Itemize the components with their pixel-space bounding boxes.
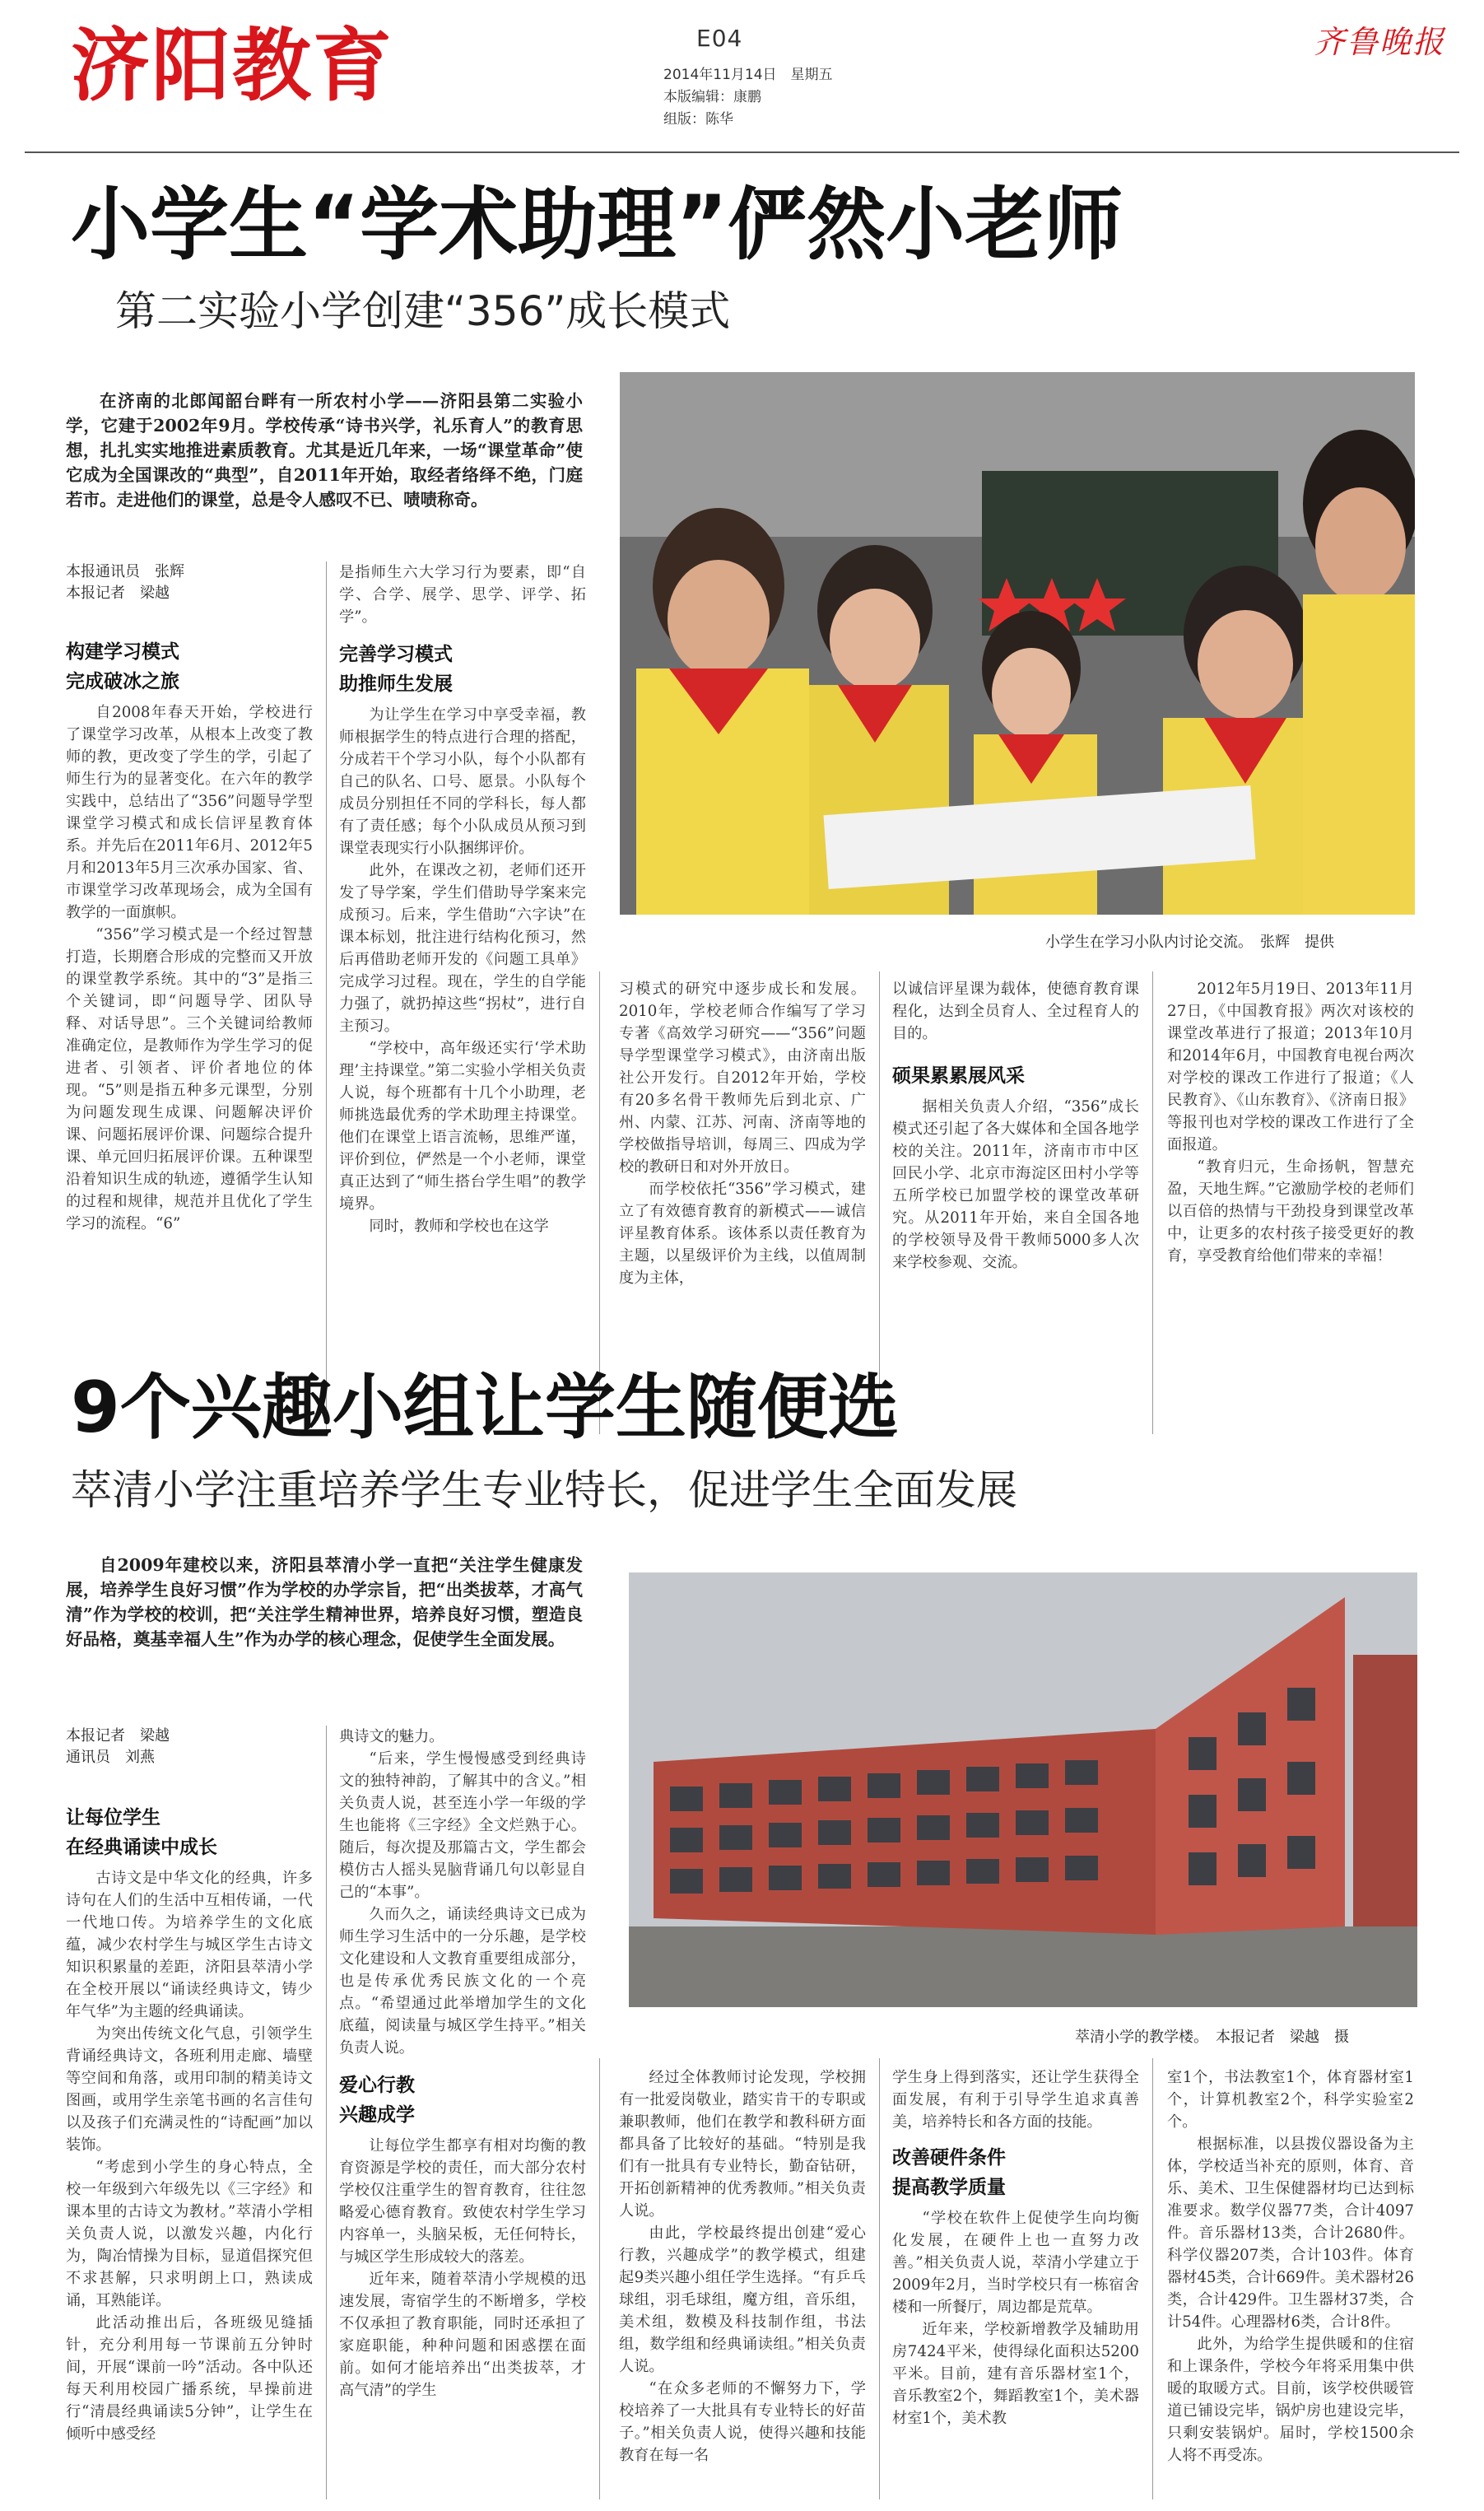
paragraph: 自2008年春天开始，学校进行了课堂学习改革，从根本上改变了教师的教，更改变了学生的学，引起了师生行为的显著变化。在六年的教学实践中，总结出了“356”问题导学型课堂学习模式和成长信评星教育体系。并先后在2011年6月、2012年5月和2013年5月三次承办国家、省、市课堂学习改革现场会，成为全国有教学的一面旗帜。 [66, 704, 313, 921]
article2-section2-title: 爱心行教 兴趣成学 [339, 2075, 415, 2126]
article1-lead: 在济南的北郎闻韶台畔有一所农村小学——济阳县第二实验小学，它建于2002年9月。学校传承“诗书兴学，礼乐育人”的教育思想，扎扎实实地推进素质教育。尤其是近几年来，一场“课堂革命”使它成为全国课改的“典型”，自2011年开始，取经者络绎不绝，门庭若市。走进他们的课堂，总是令人感叹不已、啧啧称奇。 [66, 391, 583, 510]
article2-column-5 [1167, 2066, 1414, 2501]
article1-subhead: 第二实验小学创建“356”成长模式 [115, 287, 731, 335]
paragraph: 习模式的研究中逐步成长和发展。2010年，学校老师合作编写了学习专著《高效学习研究——“356”问题导学型课堂学习模式》，由济南出版社公开发行。自2012年开始，学校有20多名骨干教师先后到北京、广州、内蒙、江苏、河南、济南等地的学校做指导培训，每周三、四成为学校的教研日和对外开放日。 [619, 981, 866, 1176]
paragraph: 经过全体教师讨论发现，学校拥有一批爱岗敬业，踏实肯干的专职或兼职教师，他们在教学和教科研方面都具备了比较好的基础。“特别是我们有一批具有专业特长，勤奋钻研，开拓创新精神的优秀教师。”相关负责人说。 [619, 2069, 866, 2220]
page-meta [663, 64, 833, 131]
byline-correspondent: 通讯员 刘燕 [66, 1749, 155, 1766]
article2-column-2 [339, 1726, 586, 2501]
column-divider [599, 2058, 600, 2499]
paragraph: 学生身上得到落实，还让学生获得全面发展，有利于引导学生追求真善美，培养特长和各方面的技能。 [892, 2069, 1139, 2131]
paragraph: 为突出传统文化气息，引领学生背诵经典诗文，各班利用走廊、墙壁等空间和角落，或用印制的精美诗文图画，或用学生亲笔书画的名言佳句以及孩子们充满灵性的“诗配画”加以装饰。 [66, 2025, 313, 2154]
paragraph: 近年来，学校新增教学及辅助用房7424平米，使得绿化面积达5200平米。目前，建有音乐器材室1个，音乐教室2个，舞蹈教室1个，美术器材室1个，美术教 [892, 2321, 1139, 2427]
paragraph: 根据标准，以县拨仪器设备为主体，学校适当补充的原则，体育、音乐、美术、卫生保健器材均已达到标准要求。数学仪器77类，合计4097件。音乐器材13类，合计2680件。科学仪器207类，合计103件。体育器材45类，合计669件。美术器材26类，合计429件。卫生器材37类，合计54件。心理器材6类，合计8件。 [1167, 2136, 1414, 2331]
article1-column-4 [892, 978, 1139, 1439]
paragraph: 古诗文是中华文化的经典，许多诗句在人们的生活中互相传诵，一代一代地口传。为培养学生的文化底蕴，减少农村学生与城区学生古诗文知识积累量的差距，济阳县萃清小学在全校开展以“诵读经典诗文，铸少年气华”为主题的经典诵读。 [66, 1870, 313, 2020]
article2-section1-title: 让每位学生 在经典诵读中成长 [66, 1807, 217, 1858]
students-discussion-photo [620, 372, 1415, 915]
paragraph: 让每位学生都享有相对均衡的教育资源是学校的责任，而大部分农村学校仅注重学生的智育教育，往往忽略爱心德育教育。致使农村学生学习内容单一，头脑呆板，无任何特长，与城区学生形成较大的落差。 [339, 2137, 586, 2266]
column-divider [1152, 2058, 1153, 2499]
header-rule [25, 151, 1459, 153]
paragraph: 近年来，随着萃清小学规模的迅速发展，寄宿学生的不断增多，学校不仅承担了教育职能，同时还承担了家庭职能，种种问题和困惑摆在面前。如何才能培养出“出类拔萃，才高气清”的学生 [339, 2271, 586, 2399]
editor-line: 本版编辑：康鹏 [663, 89, 761, 105]
article2-lead: 自2009年建校以来，济阳县萃清小学一直把“关注学生健康发展，培养学生良好习惯”作为学校的办学宗旨，把“出类拔萃，才高气清”作为学校的校训，把“关注学生精神世界，培养良好习惯，塑造良好品格，奠基幸福人生”作为办学的核心理念，促使学生全面发展。 [66, 1555, 583, 1649]
school-building-photo [629, 1572, 1417, 2007]
paragraph: “在众多老师的不懈努力下，学校培养了一大批具有专业特长的好苗子。”相关负责人说，使得兴趣和技能教育在每一名 [619, 2380, 866, 2464]
paragraph: “考虑到小学生的身心特点，全校一年级到六年级先以《三字经》和课本里的古诗文为教材。”萃清小学相关负责人说，以激发兴趣，内化行为，陶冶情操为目标，显道倡探究但不求甚解，只求明朗上口，熟读成诵，耳熟能详。 [66, 2159, 313, 2309]
paragraph: 久而久之，诵读经典诗文已成为师生学习生活中的一分乐趣，是学校文化建设和人文教育重要组成部分，也是传承优秀民族文化的一个亮点。“希望通过此举增加学生的文化底蕴，阅读量与城区学生持平。”相关负责人说。 [339, 1906, 586, 2057]
page-number: E04 [696, 25, 743, 52]
article1-byline [66, 561, 184, 604]
article1-column-5 [1167, 978, 1414, 1439]
byline-reporter: 本报记者 梁越 [66, 1727, 170, 1745]
article1-section3-title: 硕果累累展风采 [892, 1065, 1025, 1087]
newspaper-logo: 齐鲁晚报 [1314, 24, 1446, 60]
article2-section3-title: 改善硬件条件 提高教学质量 [892, 2147, 1006, 2198]
article1-headline: 小学生“学术助理”俨然小老师 [71, 179, 1123, 271]
date-line: 2014年11月14日 星期五 [663, 67, 833, 83]
paragraph: 典诗文的魅力。 [339, 1728, 444, 1745]
paragraph: “后来，学生慢慢感受到经典诗文的独特神韵，了解其中的含义。”相关负责人说，甚至连小学一年级的学生也能将《三字经》全文烂熟于心。随后，每次提及那篇古文，学生都会模仿古人摇头晃脑背诵几句以彰显自己的“本事”。 [339, 1750, 586, 1901]
paragraph: 以诚信评星课为载体，使德育教育课程化，达到全员育人、全过程育人的目的。 [892, 981, 1139, 1042]
column-divider [326, 561, 327, 1434]
article1-section2-title: 完善学习模式 助推师生发展 [339, 644, 453, 695]
paragraph: “教育归元，生命扬帆，智慧充盈，天地生辉。”它激励学校的老师们以百倍的热情与干劲投身到课堂改革中，让更多的农村孩子接受更好的教育，享受教育给他们带来的幸福！ [1167, 1158, 1414, 1265]
paragraph: 为让学生在学习中享受幸福，教师根据学生的特点进行合理的搭配，分成若干个学习小队，每个小队都有自己的队名、口号、愿景。小队每个成员分别担任不同的学科长，每人都有了责任感；每个小队成员从预习到课堂表现实行小队捆绑评价。 [339, 706, 586, 857]
article1-column-1 [66, 634, 313, 1441]
paragraph: 此外，在课改之初，老师们还开发了导学案，学生们借助导学案来完成预习。后来，学生借助“六字诀”在课本标划，批注进行结构化预习，然后再借助老师开发的《问题工具单》完成学习过程。现在，学生的自学能力强了，就扔掉这些“拐杖”，进行自主预习。 [339, 862, 586, 1035]
paragraph: 此活动推出后，各班级见缝插针，充分利用每一节课前五分钟时间，开展“课前一吟”活动。各中队还每天利用校园广播系统，早操前进行“清晨经典诵读5分钟”，让学生在倾听中感受经 [66, 2314, 313, 2443]
article2-byline [66, 1726, 170, 1768]
paragraph: “学校在软件上促使学生向均衡化发展，在硬件上也一直努力改善。”相关负责人说，萃清小学建立于2009年2月，当时学校只有一栋宿舍楼和一所餐厅，周边都是荒草。 [892, 2210, 1139, 2316]
layout-line: 组版：陈华 [663, 111, 733, 128]
article2-column-3 [619, 2066, 866, 2501]
column-divider [1152, 971, 1153, 1434]
paragraph: 2012年5月19日、2013年11月27日，《中国教育报》两次对该校的课堂改革进行了报道；2013年10月和2014年6月，中国教育电视台两次对学校的课改工作进行了报道；《人民教育》、《山东教育》、《济南日报》等报刊也对学校的课改工作进行了全面报道。 [1167, 981, 1414, 1153]
column-divider [879, 2058, 880, 2499]
article2-photo-caption: 萃清小学的教学楼。 本报记者 梁越 摄 [1075, 2029, 1349, 2046]
column-divider [599, 971, 600, 1434]
masthead: 济阳教育 [71, 20, 393, 112]
article2-column-4 [892, 2066, 1139, 2501]
article1-photo-caption: 小学生在学习小队内讨论交流。 张辉 提供 [1045, 934, 1334, 951]
paragraph: 室1个，书法教室1个，体育器材室1个，计算机教室2个，科学实验室2个。 [1167, 2069, 1414, 2131]
article1-column-2 [339, 561, 586, 1441]
paragraph: “356”学习模式是一个经过智慧打造，长期磨合形成的完整而又开放的课堂教学系统。其中的“3”是指三个关键词，即“问题导学、团队导释、对话导思”。三个关键词给教师准确定位，是教师作为学生学习的促进者、引领者、评价者地位的体现。“5”则是指五种多元课型，分别为问题发现生成课、问题解决评价课、问题拓展评价课、问题综合提升课、单元回归拓展评价课。五种课型沿着知识生成的轨迹，遵循学生认知的过程和规律，规范并且优化了学生学习的流程。“6” [66, 926, 313, 1232]
paragraph: “学校中，高年级还实行‘学术助理’主持课堂。”第二实验小学相关负责人说，每个班都有十几个小助理，老师挑选最优秀的学术助理主持课堂。他们在课堂上语言流畅，思维严谨，评价到位，俨然是一个小老师，课堂真正达到了“师生搭台学生唱”的教学境界。 [339, 1040, 586, 1213]
article2-photo [629, 1572, 1417, 2007]
column-divider [879, 971, 880, 1434]
article1-section1-title: 构建学习模式 完成破冰之旅 [66, 641, 179, 692]
paragraph: 同时，教师和学校也在这学 [369, 1218, 549, 1235]
article2-column-1 [66, 1800, 313, 2501]
paragraph: 据相关负责人介绍，“356”成长模式还引起了各大媒体和全国各地学校的关注。2011年，济南市市中区回民小学、北京市海淀区田村小学等五所学校已加盟学校的课堂改革研究。从2011年开始，来自全国各地的学校领导及骨干教师5000多人次来学校参观、交流。 [892, 1098, 1139, 1271]
article2-headline: 9个兴趣小组让学生随便选 [71, 1367, 899, 1449]
byline-correspondent: 本报通讯员 张辉 [66, 563, 184, 580]
article1-photo [620, 372, 1415, 915]
column-divider [326, 1726, 327, 2499]
paragraph: 此外，为给学生提供暖和的住宿和上课条件，学校今年将采用集中供暖的取暖方式。目前，该学校供暖管道已铺设完毕，锅炉房也建设完毕，只剩安装锅炉。届时，学校1500余人将不再受冻。 [1167, 2336, 1414, 2464]
article2-subhead: 萃清小学注重培养学生专业特长，促进学生全面发展 [71, 1466, 1017, 1514]
paragraph: 由此，学校最终提出创建“爱心行教，兴趣成学”的教学模式，组建起9类兴趣小组任学生选择。“有乒乓球组，羽毛球组，魔方组，音乐组，美术组，数模及科技制作组，书法组，数学组和经典诵读组。”相关负责人说。 [619, 2224, 866, 2375]
paragraph: 是指师生六大学习行为要素，即“自学、合学、展学、思学、评学、拓学”。 [339, 564, 586, 626]
paragraph: 而学校依托“356”学习模式，建立了有效德育教育的新模式——诚信评星教育体系。该体系以责任教育为主题，以星级评价为主线，以值周制度为主体， [619, 1181, 866, 1287]
byline-reporter: 本报记者 梁越 [66, 585, 170, 602]
